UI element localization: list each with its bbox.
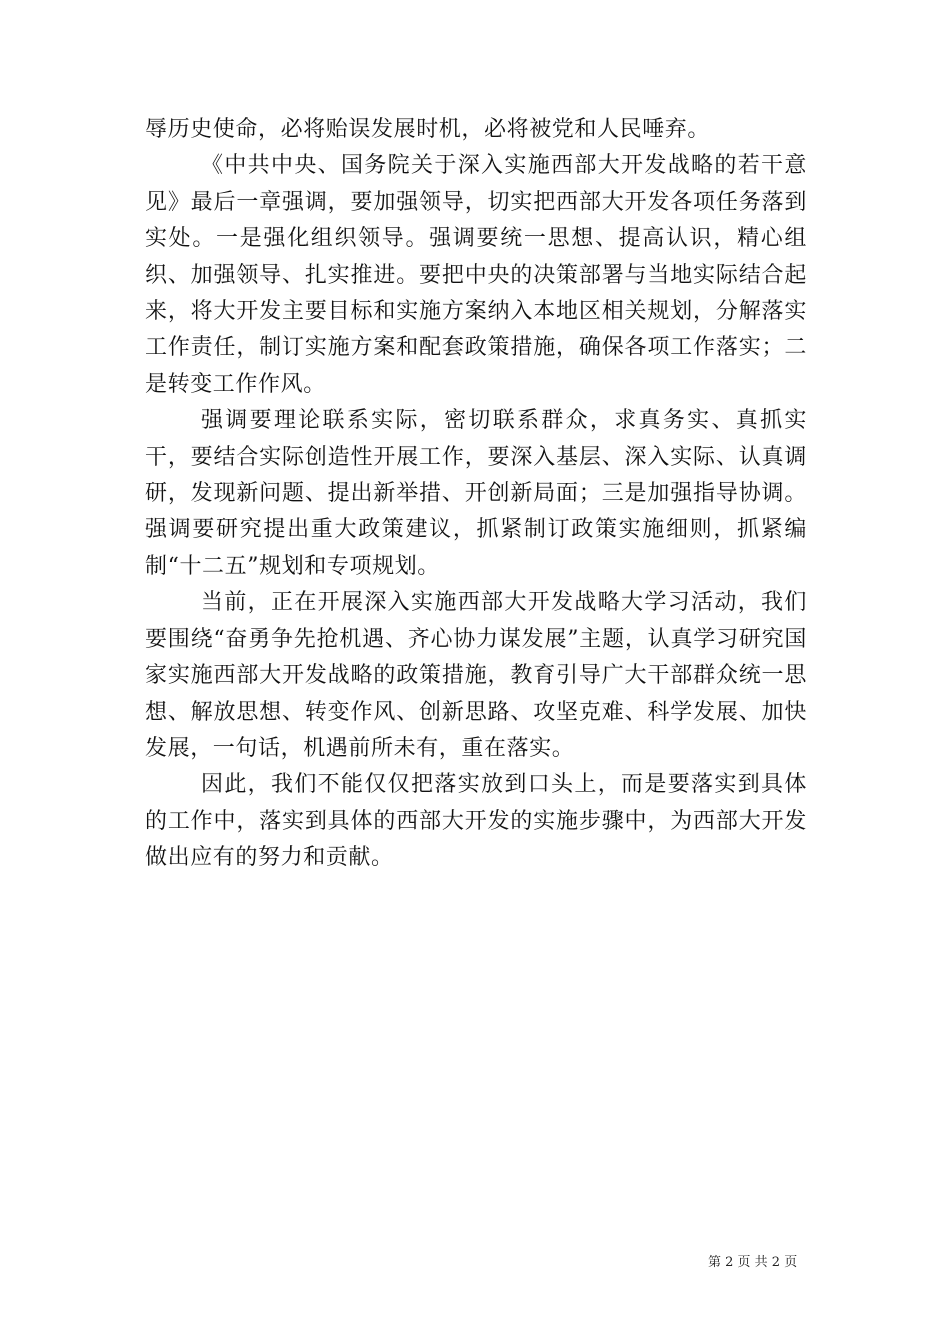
paragraph: 因此，我们不能仅仅把落实放到口头上，而是要落实到具体的工作中，落实到具体的西部大开发的实施步骤中，为西部大开发做出应有的努力和贡献。 <box>145 772 807 871</box>
paragraph: 当前，正在开展深入实施西部大开发战略大学习活动，我们要围绕“奋勇争先抢机遇、齐心协力谋发展”主题，认真学习研究国家实施西部大开发战略的政策措施，教育引导广大干部群众统一思想、解放思想、转变作风、创新思路、攻坚克难、科学发展、加快发展，一句话，机遇前所未有，重在落实。 <box>145 590 807 761</box>
paragraph: 强调要理论联系实际，密切联系群众，求真务实、真抓实干，要结合实际创造性开展工作，要深入基层、深入实际、认真调研，发现新问题、提出新举措、开创新局面；三是加强指导协调。强调要研究提出重大政策建议，抓紧制订政策实施细则，抓紧编制“十二五”规划和专项规划。 <box>145 408 807 579</box>
paragraph: 《中共中央、国务院关于深入实施西部大开发战略的若干意见》最后一章强调，要加强领导，切实把西部大开发各项任务落到实处。一是强化组织领导。强调要统一思想、提高认识，精心组织、加强领导、扎实推进。要把中央的决策部署与当地实际结合起来，将大开发主要目标和实施方案纳入本地区相关规划，分解落实工作责任，制订实施方案和配套政策措施，确保各项工作落实；二是转变工作作风。 <box>145 153 807 397</box>
body-text <box>145 112 807 877</box>
paragraph: 辱历史使命，必将贻误发展时机，必将被党和人民唾弃。 <box>145 117 711 142</box>
page-number-footer: 第 2 页 共 2 页 <box>708 1255 798 1270</box>
